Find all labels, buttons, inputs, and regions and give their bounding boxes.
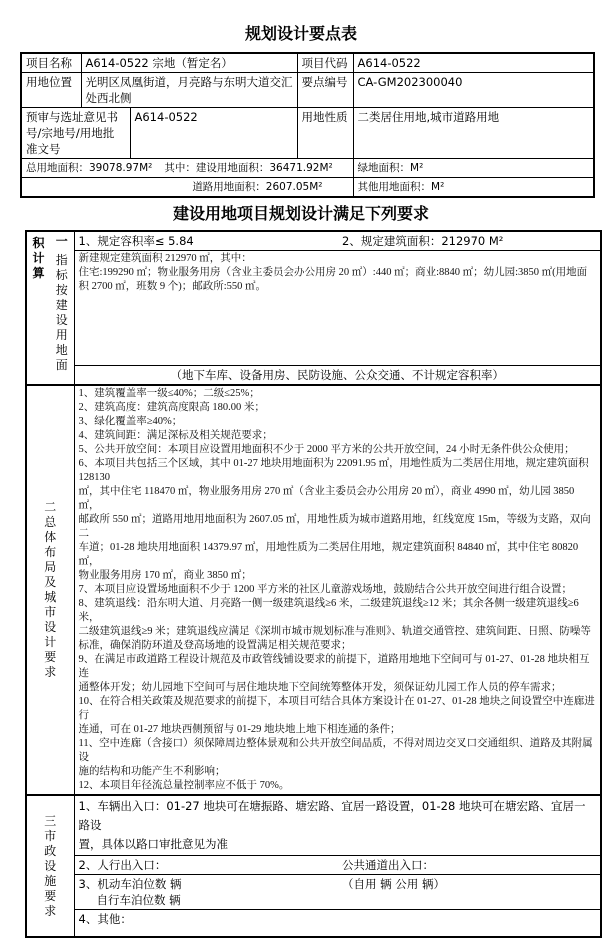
sec2-line: 11、空中连廊（含接口）须保障周边整体景观和公共开放空间品质，不得对周边交叉口交通组织、道路及其附属设	[78, 738, 593, 763]
total-area: 总用地面积：39078.97M²	[26, 162, 153, 174]
build-area: 其中：建设用地面积：36471.92M²	[164, 162, 333, 174]
bike-parking: 自行车泊位数 辆	[96, 893, 181, 907]
sec2-line: 2、建筑高度：建筑高度限高 180.00 米；	[78, 402, 265, 413]
sec2-line: 车道；01-28 地块用地面积 14379.97 ㎡，用地性质为二类居住用地，规定建筑面积 84840 ㎡，其中住宅 80820 ㎡，	[78, 542, 579, 567]
vehicle-entrance-cont: 置，具体以路口审批意见为准	[78, 837, 228, 851]
pedestrian-entrance: 2、人行出入口：	[74, 856, 338, 875]
sec2-line: 6、本项目共包括三个区域，其中 01-27 地块用地面积为 22091.95 ㎡，用地性质为二类居住用地，规定建筑面积 128130	[78, 458, 589, 483]
sec2-line: 7、本项目应设置场地面积不少于 1200 平方米的社区儿童游戏场地，鼓励结合公共开放空间进行组合设置；	[78, 584, 572, 595]
road-area: 道路用地面积：2607.05M²	[21, 178, 353, 198]
sec2-line: 4、建筑间距：满足深标及相关规范要求；	[78, 430, 273, 441]
info-table	[20, 52, 595, 198]
sec2-line: 物业服务用房 170 ㎡，商业 3850 ㎡；	[78, 570, 252, 581]
sec2-label: 二总体布局及城市设计要求	[44, 500, 57, 679]
land-use-label: 用地性质	[297, 108, 353, 159]
sec1-label-num: 一	[55, 234, 68, 248]
sec2-line: 9、在满足市政道路工程设计规范及市政管线铺设要求的前提下，道路用地地下空间可与 01-27、01-28 地块相互连	[78, 654, 590, 679]
green-area: 绿地面积：M²	[353, 159, 594, 178]
sec2-line: 通整体开发；幼儿园地下空间可与居住地块地下空间统筹整体开发，须保证幼儿园工作人员的停车需求；	[78, 682, 562, 693]
sec1-line: 住宅:199290 ㎡；物业服务用房（含业主委员会办公用房 20 ㎡）:440 ㎡；商业:8840 ㎡；幼儿园:3850 ㎡(用地面	[78, 267, 588, 278]
sec2-line: 12、本项目年径流总量控制率应不低于 70%。	[78, 780, 290, 791]
sec1-line: 新建规定建筑面积 212970 ㎡，其中：	[78, 253, 252, 264]
approval-no: A614-0522	[130, 108, 297, 159]
far-limit: 1、规定容积率≤ 5.84	[74, 231, 338, 251]
sec2-line: 邮政所 550 ㎡；道路用地用地面积为 2607.05 ㎡，用地性质为城市道路用地，红线宽度 15m，等级为支路，双向二	[78, 514, 591, 539]
sec2-line: 标准，确保消防环道及登高场地的设置满足相关规范要求；	[78, 640, 352, 651]
vehicle-entrance: 1、车辆出入口：01-27 地块可在塘振路、塘宏路、宜居一路设置，01-28 地块可在塘宏路、宜居一路设	[78, 799, 586, 832]
page-title: 规划设计要点表	[244, 24, 357, 43]
approval-label: 预审与选址意见书号/宗地号/用地批准文号	[21, 108, 130, 159]
other-requirements: 4、其他：	[74, 910, 601, 938]
point-no-label: 要点编号	[297, 73, 353, 108]
sec2-line: 8、建筑退线：沿东明大道、月亮路一侧一级建筑退线≥6 米，二级建筑退线≥12 米；其余各侧一级建筑退线≥6 米，	[78, 598, 579, 623]
other-area: 其他用地面积：M²	[353, 178, 594, 198]
public-passage: 公共通道出入口：	[338, 856, 601, 875]
sec2-line: 连通，可在 01-27 地块西侧预留与 01-29 地块地上地下相连通的条件；	[78, 724, 401, 735]
sec2-line: 5、公共开放空间：本项目应设置用地面积不少于 2000 平方米的公共开放空间，24 小时无条件供公众使用；	[78, 444, 575, 455]
gfa-limit: 2、规定建筑面积：212970 M²	[338, 231, 601, 251]
sec1-note: （地下车库、设备用房、民防设施、公众交通、不计规定容积率）	[74, 366, 601, 386]
sec2-content	[74, 385, 601, 795]
sec3-label: 三市政设施要求	[44, 813, 57, 918]
sec2-line: 二级建筑退线≥9 米；建筑退线应满足《深圳市城市规划标准与准则》、轨道交通管控、建筑间距、日照、防噪等	[78, 626, 591, 637]
sec2-line: 10、在符合相关政策及规范要求的前提下，本项目可结合具体方案设计在 01-27、01-28 地块之间设置空中连廊进行	[78, 696, 595, 721]
sec2-line: 施的结构和功能产生不利影响；	[78, 766, 226, 777]
point-no: CA-GM202300040	[353, 73, 594, 108]
location-label: 用地位置	[21, 73, 81, 108]
project-code-label: 项目代码	[297, 53, 353, 73]
subtitle: 建设用地项目规划设计满足下列要求	[172, 204, 429, 223]
land-use: 二类居住用地,城市道路用地	[353, 108, 594, 159]
requirements-table	[25, 230, 602, 938]
parking-split: （自用 辆 公用 辆）	[338, 875, 601, 910]
sec1-outer-label: 积计算	[32, 236, 45, 280]
project-code: A614-0522	[353, 53, 594, 73]
project-name: A614-0522 宗地（暂定名）	[81, 53, 297, 73]
sec2-line: 1、建筑覆盖率一级≤40%；二级≤25%；	[78, 388, 260, 399]
sec2-line: 3、绿化覆盖率≥40%；	[78, 416, 183, 427]
sec1-label: 指标按建设用地面	[55, 253, 68, 372]
project-name-label: 项目名称	[21, 53, 81, 73]
location: 光明区凤凰街道，月亮路与东明大道交汇处西北侧	[81, 73, 297, 108]
sec1-line: 积 2700 ㎡，班数 9 个)；邮政所:550 ㎡。	[78, 281, 267, 292]
parking-count: 3、机动车泊位数 辆	[78, 877, 182, 891]
sec2-line: ㎡，其中住宅 118470 ㎡，物业服务用房 270 ㎡（含业主委员会办公用房 20 ㎡），商业 4990 ㎡，幼儿园 3850 ㎡，	[78, 486, 575, 511]
